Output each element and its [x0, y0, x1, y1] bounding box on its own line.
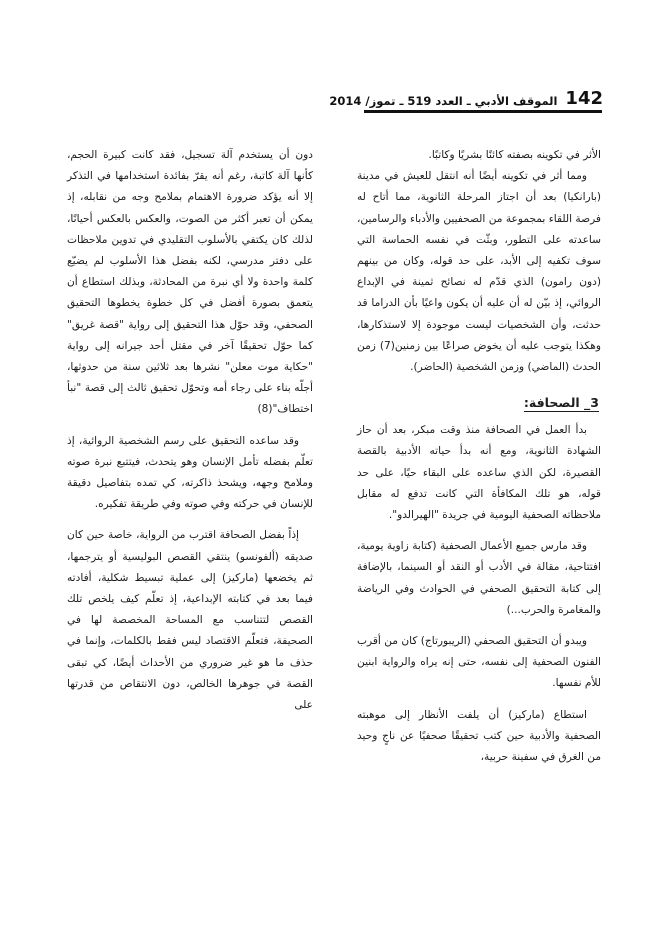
right-column	[357, 145, 601, 768]
paragraph: وقد مارس جميع الأعمال الصحفية (كتابة زاوية يومية، افتتاحية، مقالة في الأدب أو النقد أو السينما، بالإضافة إلى كتابة التحقيق الصحفي في الحوادث وفي الرياضة والمغامرة والحرب...)	[357, 540, 601, 616]
page-header	[329, 84, 603, 109]
paragraph: استطاع (ماركيز) أن يلفت الأنظار إلى موهبته الصحفية والأدبية حين كتب تحقيقًا صحفيًا عن ناجٍ وحيد من الغرق في سفينة حربية،	[357, 708, 601, 764]
left-column	[67, 145, 313, 716]
paragraph: الأثر في تكوينه بصفته كائنًا بشريًا وكاتبًا.	[428, 149, 601, 161]
paragraph: ويبدو أن التحقيق الصحفي (الريبورتاج) كان من أقرب الفنون الصحفية إلى نفسه، حتى إنه يراه والرواية ابنين للأم نفسها.	[357, 635, 601, 690]
paragraph: ومما أثر في تكوينه أيضًا أنه انتقل للعيش في مدينة (بارانكيا) بعد أن اجتاز المرحلة الثانوية، مما أتاح له فرصة اللقاء بمجموعة من الصحفيين والأدباء والرسامين، ساعدته على التطور، وبثّت في نفسه الحماسة التي سوف تكفيه إلى الأبد، على حد قوله، وكان من بينهم (دون رامون) الذي قدّم له نصائح ثمينة في الإبداع الروائي، إذ بيّن له أن عليه أن يكون واعيًا بأن الدراما قد حدثت، وأن الشخصيات ليست موجودة إلا لاستذكارها، وهكذا يتوجب عليه أن يخوض صراعًا بين زمنين(7) زمن الحدث (الماضي) وزمن الشخصية (الحاضر).	[357, 170, 601, 374]
header-divider	[364, 110, 602, 113]
page-number: 142	[565, 88, 603, 109]
paragraph: وقد ساعده التحقيق على رسم الشخصية الروائية، إذ تعلّم بفضله تأمل الإنسان وهو يتحدث، فيتتبع نبرة صوته وملامح وجهه، ويشحذ ذاكرته، كي تمده بتفاصيل دقيقة للإنسان في حركته وفي صوته وفي طريقة تفكيره.	[67, 434, 313, 511]
paragraph: إذاً بفضل الصحافة اقترب من الرواية، خاصة حين كان صديقه (ألفونسو) ينتقي القصص البوليسية أو يترجمها، ثم يخضعها (ماركيز) إلى عملية تبسيط شكلية، أفادته فيما بعد في كتابته الإبداعية، إذ تعلّم كيف يلخص تلك القصص لتتناسب مع المساحة المخصصة لها في الصحيفة، فتعلّم الاقتصاد ليس فقط بالكلمات، وإنما في حذف ما هو غير ضروري من الأحداث أيضًا، كي تبقى القصة في جوهرها الخالص، دون الانتقاص من قدرتها على	[67, 529, 313, 712]
section-heading: 3_ الصحافة:	[523, 395, 599, 411]
journal-title: الموقف الأدبي ـ العدد 519 ـ تموز/ 2014	[329, 94, 558, 108]
paragraph: دون أن يستخدم آلة تسجيل، فقد كانت كبيرة الحجم، كأنها آلة كاتبة، رغم أنه يقرّ بفائدة استخدامها في التذكر إلا أنه يؤكد ضرورة الاهتمام بملامح وجه من نقابله، إذ يمكن أن تعبر أكثر من الصوت، والعكس بالعكس أحيانًا، لذلك كان يكتفي بالأسلوب التقليدي في تدوين ملاحظات على دفتر مدرسي، لكنه بفضل هذا الأسلوب لم يضيّع كلمة واحدة ولا أي نبرة من المحادثة، وبذلك استطاع أن يتعمق بصورة أفضل في كل خطوة يخطوها التحقيق الصحفي، وقد حوّل هذا التحقيق إلى رواية "قصة غريق" كما حوّل تحقيقًا آخر في مقتل أحد جيرانه إلى رواية "حكاية موت معلن" نشرها بعد ثلاثين سنة من حدوثها، أجلّه بناء على رجاء أمه وتحوّل تحقيق ثالث إلى قصة "نبأ اختطاف"(8)	[67, 149, 313, 416]
paragraph: بدأ العمل في الصحافة منذ وقت مبكر، بعد أن حاز الشهادة الثانوية، ومع أنه بدأ حياته الأدبية بالقصة القصيرة، لكن الذي ساعده على البقاء حيًا، على حد قوله، هو تلك المكافأة التي كانت تدفع له مقابل ملاحظاته الصحفية اليومية في جريدة "الهيرالدو".	[357, 424, 601, 522]
